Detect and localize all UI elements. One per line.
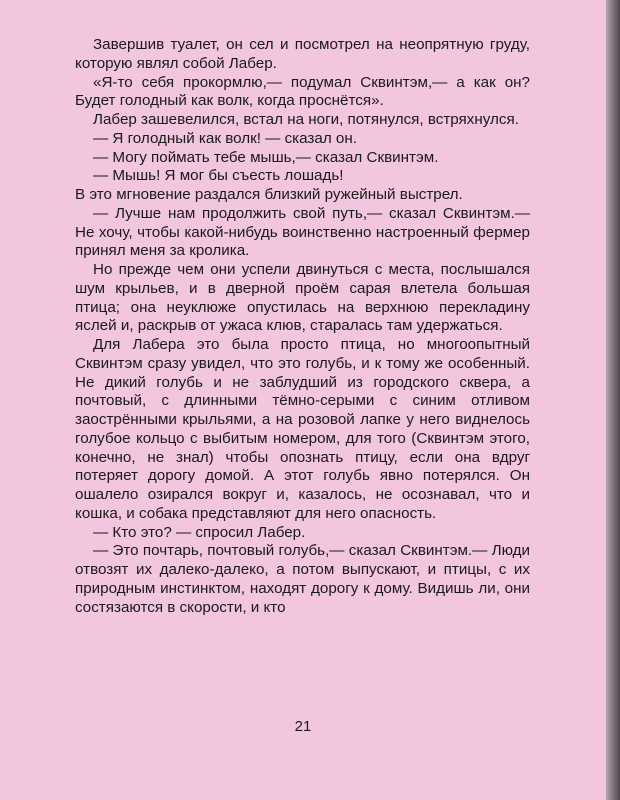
- body-text: [75, 36, 530, 617]
- paragraph: Для Лабера это была просто птица, но многоопытный Сквинтэм сразу увидел, что это голубь, и к тому же особенный. Не дикий голубь и не заблудший из городского сквера, а почтовый, с длинными тёмно-серыми с синим отливом заострёнными крыльями, а на розовой лапке у него виднелось голубое кольцо с выбитым номером, для того (Сквинтэм этого, конечно, не знал) чтобы опознать птицу, если она вдруг потеряет дорогу домой. А этот голубь явно потерялся. Он ошалело озирался вокруг и, казалось, не осознавал, что и кошка, и собака представляют для него опасность.: [75, 336, 530, 522]
- paragraph: — Мышь! Я мог бы съесть лошадь!: [93, 167, 344, 185]
- paragraph: Но прежде чем они успели двинуться с места, послышался шум крыльев, и в дверной проём сарая влетела большая птица; она неуклюже опустилась на верхнюю перекладину яслей и, раскрыв от ужаса клюв, старалась там удержаться.: [75, 261, 530, 335]
- book-gutter: [606, 0, 620, 800]
- paragraph: — Кто это? — спросил Лабер.: [93, 523, 306, 541]
- paragraph: — Это почтарь, почтовый голубь,— сказал Сквинтэм.— Люди отвозят их далеко-далеко, а потом выпускают, и птицы, с их природным инстинктом, находят дорогу к дому. Видишь ли, они состязаются в скорости, и кто: [75, 542, 530, 616]
- paragraph: В это мгновение раздался близкий ружейный выстрел.: [75, 186, 463, 203]
- paragraph: Лабер зашевелился, встал на ноги, потянулся, встряхнулся.: [93, 111, 519, 128]
- paragraph: «Я-то себя прокормлю,— подумал Сквинтэм,— а как он? Будет голодный как волк, когда проснётся».: [75, 73, 530, 110]
- paragraph: — Я голодный как волк! — сказал он.: [93, 129, 357, 147]
- paragraph: Завершив туалет, он сел и посмотрел на неопрятную груду, которую являл собой Лабер.: [75, 36, 530, 72]
- paragraph: — Лучше нам продолжить свой путь,— сказал Сквинтэм.— Не хочу, чтобы какой-нибудь воинственно настроенный фермер принял меня за кролика.: [75, 204, 530, 260]
- page-number: 21: [294, 718, 312, 735]
- paragraph: — Могу поймать тебе мышь,— сказал Сквинтэм.: [93, 148, 439, 166]
